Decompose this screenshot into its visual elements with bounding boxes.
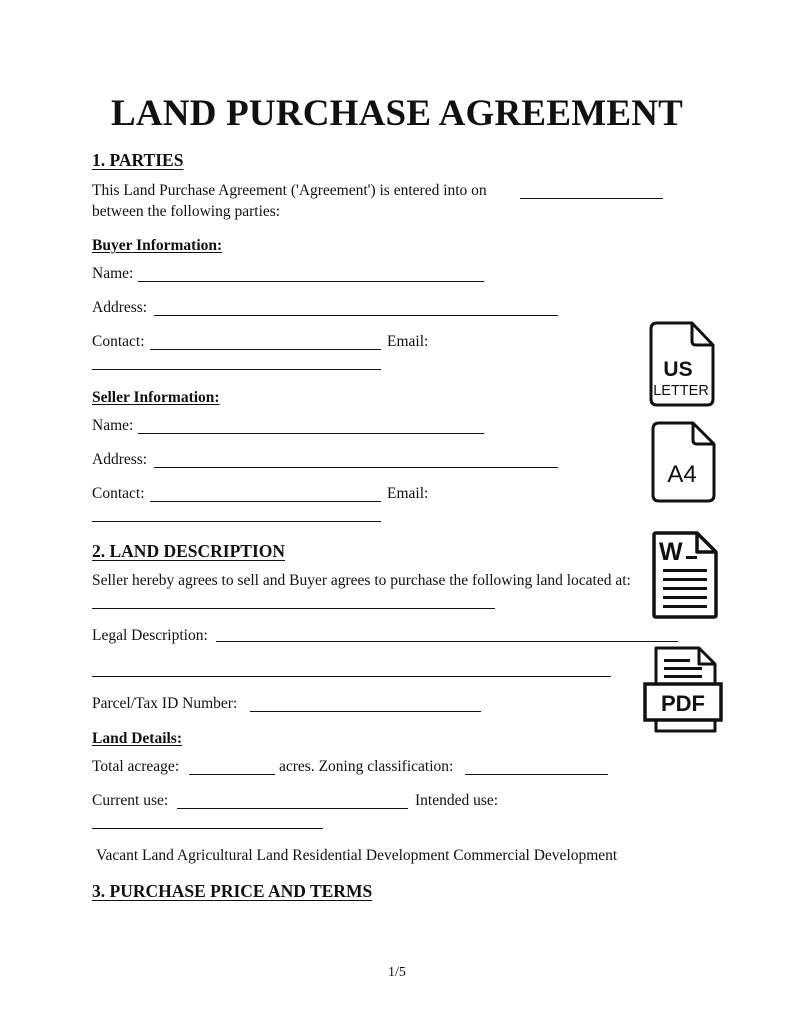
buyer-email-field[interactable]: [92, 369, 381, 370]
section-heading-purchase-price: 3. PURCHASE PRICE AND TERMS: [92, 881, 373, 901]
buyer-name-field[interactable]: [138, 281, 484, 282]
parcel-id-label: Parcel/Tax ID Number:: [92, 695, 238, 712]
seller-email-label: Email:: [387, 485, 429, 502]
zoning-label: acres. Zoning classification:: [279, 758, 454, 775]
us-letter-icon-line2: LETTER: [653, 383, 709, 399]
buyer-contact-label: Contact:: [92, 333, 145, 350]
us-letter-icon[interactable]: [648, 321, 716, 407]
buyer-email-label: Email:: [387, 333, 429, 350]
document-title: LAND PURCHASE AGREEMENT: [111, 93, 683, 134]
land-location-field[interactable]: [92, 608, 495, 609]
us-letter-icon-line1: US: [663, 358, 693, 381]
pdf-icon-label: PDF: [661, 691, 705, 716]
legal-description-field[interactable]: [216, 641, 678, 642]
intended-use-field[interactable]: [92, 828, 323, 829]
word-document-icon[interactable]: [651, 531, 719, 619]
parties-intro-line1: This Land Purchase Agreement ('Agreement') is entered into on: [92, 182, 487, 199]
intended-use-label: Intended use:: [415, 792, 499, 809]
total-acreage-label: Total acreage:: [92, 758, 180, 775]
section-heading-land-description: 2. LAND DESCRIPTION: [92, 541, 286, 561]
a4-icon[interactable]: [651, 421, 717, 503]
seller-name-label: Name:: [92, 417, 134, 434]
land-details-heading: Land Details:: [92, 730, 182, 747]
buyer-address-field[interactable]: [154, 315, 558, 316]
buyer-address-label: Address:: [92, 299, 148, 316]
land-intro: Seller hereby agrees to sell and Buyer agrees to purchase the following land located at:: [92, 572, 631, 589]
buyer-info-heading: Buyer Information:: [92, 237, 223, 254]
buyer-name-label: Name:: [92, 265, 134, 282]
current-use-label: Current use:: [92, 792, 169, 809]
section-heading-parties: 1. PARTIES: [92, 150, 184, 170]
total-acreage-field[interactable]: [189, 774, 275, 775]
legal-description-label: Legal Description:: [92, 627, 208, 644]
page-number: 1/5: [388, 965, 406, 980]
seller-address-label: Address:: [92, 451, 148, 468]
parties-intro-line2: between the following parties:: [92, 203, 281, 220]
seller-contact-field[interactable]: [150, 501, 381, 502]
zoning-field[interactable]: [465, 774, 608, 775]
agreement-date-field[interactable]: [520, 198, 663, 199]
seller-email-field[interactable]: [92, 521, 381, 522]
legal-description-field-2[interactable]: [92, 676, 611, 677]
use-options: Vacant Land Agricultural Land Residential Development Commercial Development: [96, 847, 618, 864]
parcel-id-field[interactable]: [250, 711, 481, 712]
seller-contact-label: Contact:: [92, 485, 145, 502]
seller-info-heading: Seller Information:: [92, 389, 220, 406]
pdf-icon[interactable]: [641, 645, 725, 735]
buyer-contact-field[interactable]: [150, 349, 381, 350]
current-use-field[interactable]: [177, 808, 408, 809]
a4-icon-label: A4: [667, 461, 697, 488]
word-icon-label: W: [659, 538, 683, 566]
seller-name-field[interactable]: [138, 433, 484, 434]
seller-address-field[interactable]: [154, 467, 558, 468]
